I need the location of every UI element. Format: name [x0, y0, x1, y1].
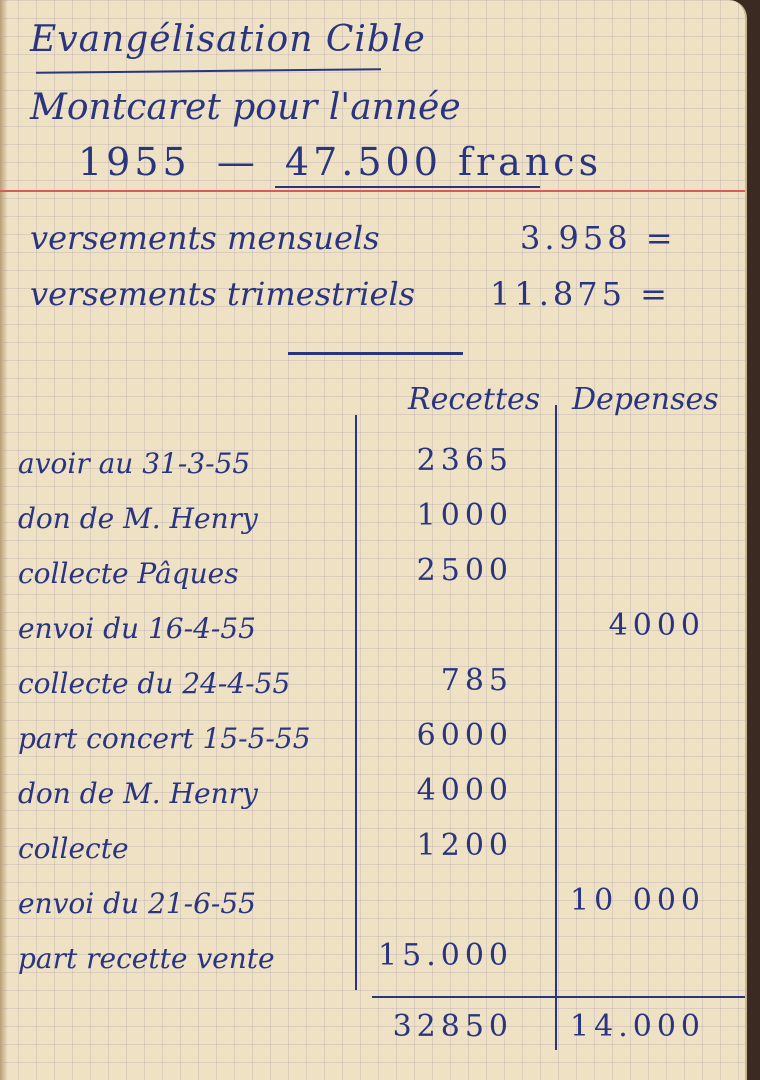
ledger-row-recettes: 2365 [416, 443, 513, 478]
ledger-row-recettes: 1200 [416, 828, 513, 863]
ledger-row-label: envoi du 21-6-55 [18, 887, 256, 920]
depenses-header: Depenses [572, 382, 719, 417]
ledger-divider-right [555, 405, 557, 1050]
total-line [372, 996, 747, 998]
ledger-row-recettes: 6000 [416, 718, 513, 753]
ledger-row-label: avoir au 31-3-55 [18, 447, 251, 480]
annual-amount: 47.500 francs [284, 140, 603, 184]
amount-underline [275, 186, 540, 188]
ledger-row-recettes: 4000 [416, 773, 513, 808]
ledger-row-label: part concert 15-5-55 [18, 722, 311, 755]
total-depenses: 14.000 [570, 1009, 705, 1044]
ledger-row-label: envoi du 16-4-55 [18, 612, 256, 645]
recettes-header: Recettes [408, 382, 541, 417]
title-underline [36, 68, 381, 74]
separator-line [288, 352, 463, 355]
ledger-row-label: don de M. Henry [18, 777, 258, 810]
ledger-row-depenses: 10 000 [570, 883, 705, 918]
ledger-row-label: part recette vente [18, 942, 275, 975]
page-binding [0, 0, 8, 1080]
ledger-row-label: don de M. Henry [18, 502, 258, 535]
red-margin-line [0, 190, 745, 192]
ledger-row-label: collecte [18, 832, 129, 865]
quarterly-payment-label: versements trimestriels [30, 275, 416, 313]
ledger-divider-left [355, 415, 357, 990]
monthly-payment-value: 3.958 = [520, 219, 677, 257]
year-text: 1955 [78, 140, 191, 184]
ledger-row-label: collecte du 24-4-55 [18, 667, 291, 700]
monthly-payment-label: versements mensuels [30, 219, 380, 257]
page-title: Evangélisation Cible [30, 19, 426, 60]
page-subtitle: Montcaret pour l'année [30, 87, 461, 128]
ledger-row-recettes: 785 [440, 663, 513, 698]
total-recettes: 32850 [392, 1009, 513, 1044]
year-amount-line [78, 140, 603, 184]
ledger-row-recettes: 15.000 [378, 938, 513, 973]
ledger-row-label: collecte Pâques [18, 557, 239, 590]
ledger-row-recettes: 1000 [416, 498, 513, 533]
ledger-row-depenses: 4000 [608, 608, 705, 643]
ledger-row-recettes: 2500 [416, 553, 513, 588]
dash-text: — [216, 140, 259, 184]
quarterly-payment-value: 11.875 = [490, 275, 671, 313]
